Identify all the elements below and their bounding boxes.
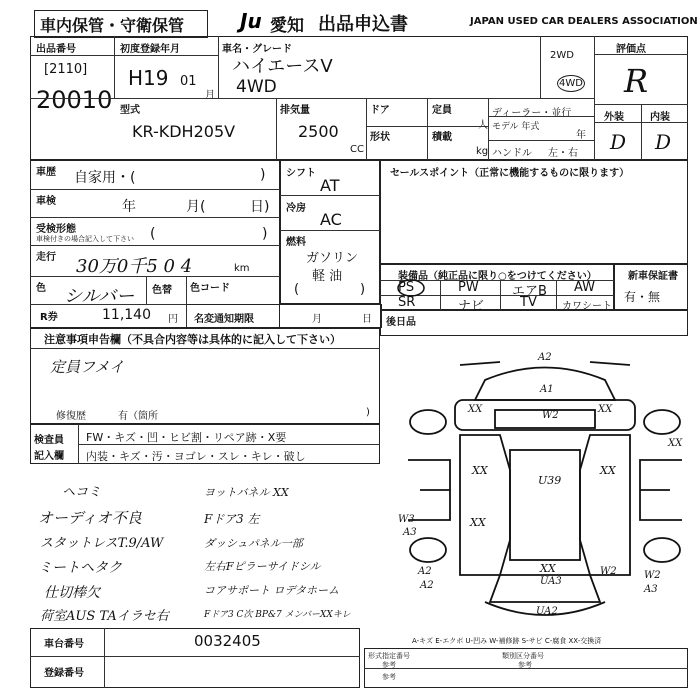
recycle-unit: 円	[168, 314, 178, 325]
fuel-option: 軽 油	[312, 269, 343, 284]
hw-note-4: ミートヘタク	[38, 560, 122, 576]
inspector-row2: 内装・キズ・汚・ヨゴレ・スレ・キレ・破し	[86, 450, 306, 463]
mark-w2-right: W2	[644, 570, 661, 581]
year-unit: 年	[576, 130, 586, 141]
receipt-paren: (	[150, 226, 156, 242]
receipt-close: )	[262, 226, 268, 242]
handle-value: 左・右	[548, 148, 578, 159]
mark-w3: W3	[398, 514, 415, 525]
sales-point-label: セールスポイント（正常に機能するものに限ります）	[390, 168, 630, 179]
hw-right-1: ヨットバネル XX	[204, 486, 289, 499]
mark-xx-6: XX	[540, 562, 556, 575]
repair-label: 修復歴	[56, 411, 86, 422]
color-value: シルバー	[64, 286, 135, 307]
fuel-value: ガソリン	[306, 251, 359, 266]
shift-value: AT	[320, 176, 340, 195]
recycle-value: 11,140	[102, 307, 151, 323]
dealer-label: ディーラー・並行	[492, 108, 572, 119]
car-name: ハイエースV	[232, 56, 333, 77]
model-year-label: モデル 年式	[492, 122, 540, 132]
warranty-value: 有・無	[624, 290, 661, 304]
equip-aw[interactable]: AW	[574, 280, 596, 295]
hw-note-3: スタットレスT.9/AW	[40, 536, 164, 551]
mark-a3-left: A3	[403, 527, 417, 538]
color-code-label: 色コード	[190, 283, 230, 294]
equip-sr[interactable]: SR	[398, 295, 416, 310]
footer-ref3: 参考	[382, 673, 396, 681]
inspection-label: 車検	[36, 196, 56, 207]
org-name: 愛知	[270, 16, 304, 36]
mark-xx-5: XX	[470, 516, 486, 529]
inspection-month: 月(	[186, 199, 206, 215]
load-unit: kg	[476, 146, 489, 157]
aircon-value: AC	[320, 210, 342, 229]
hw-right-6: Fドア3 C次 BP&7 メンバーXXキレ	[204, 610, 351, 620]
equip-navi[interactable]: ナビ	[458, 299, 485, 314]
mark-xx-right: XX	[668, 438, 683, 449]
mileage-label: 走行	[36, 252, 56, 263]
registration-month-unit: 月	[205, 90, 215, 101]
history-label: 車歴	[36, 167, 56, 178]
mark-xx-1: XX	[468, 404, 483, 415]
warranty-label: 新車保証書	[628, 271, 678, 282]
org-name-en: JAPAN USED CAR DEALERS ASSOCIATION	[470, 16, 698, 27]
mark-xx-2: XX	[598, 404, 613, 415]
inspection-day: 日)	[250, 199, 270, 215]
door-label: ドア	[370, 105, 390, 116]
exterior-score: D	[610, 130, 627, 154]
storage-title: 車内保管・守衛保管	[40, 16, 185, 35]
registration-year: H19	[128, 66, 169, 90]
mark-a2-left: A2	[418, 566, 432, 577]
model-value: KR-KDH205V	[132, 122, 236, 141]
mark-a2-bottom: A2	[420, 580, 434, 591]
repair-value: 有（箇所	[118, 411, 158, 422]
history-close: )	[260, 167, 266, 183]
handle-label: ハンドル	[492, 148, 532, 159]
transfer-day: 日	[362, 314, 372, 325]
rear-box	[380, 310, 688, 336]
exterior-label: 外装	[604, 112, 624, 123]
hw-right-5: コアサポート ロデタホーム	[204, 584, 339, 597]
lot-number: 20010	[36, 86, 113, 114]
fuel-paren-open: (	[294, 282, 300, 297]
drive-4wd: 4WD	[557, 75, 585, 92]
drive-2wd: 2WD	[550, 50, 574, 61]
mileage-value: 30万0千5 0 4	[76, 256, 193, 277]
inspector-label1: 検査員	[34, 435, 64, 446]
repaint-label: 色替	[152, 285, 172, 296]
displacement-label: 排気量	[280, 105, 310, 116]
interior-label: 内装	[650, 112, 670, 123]
equip-leather[interactable]: カワシート	[562, 301, 612, 312]
car-grade: 4WD	[236, 77, 277, 97]
interior-score: D	[655, 130, 672, 154]
form-title: 出品申込書	[318, 14, 408, 35]
inspector-label2: 記入欄	[34, 451, 64, 462]
equip-ps[interactable]: PS	[398, 280, 415, 295]
capacity-unit: 人	[478, 120, 488, 131]
car-label: 車名・グレード	[222, 44, 292, 55]
ju-logo: Ju	[240, 9, 262, 33]
repair-close: )	[366, 407, 370, 418]
hw-right-2: Fドア3 左	[204, 512, 260, 526]
mark-xx-3: XX	[472, 464, 488, 477]
fuel-label: 燃料	[286, 237, 306, 248]
lot-label: 出品番号	[36, 44, 76, 55]
receipt-note: 車検付きの場合記入して下さい	[36, 235, 134, 243]
footer-class-label: 類別区分番号	[502, 652, 544, 660]
plate-label: 登録番号	[44, 668, 84, 679]
mark-u39: U39	[538, 474, 562, 487]
mark-w2-b: W2	[600, 566, 617, 577]
recycle-label: R券	[40, 312, 58, 323]
hw-right-3: ダッシュパネル一部	[204, 537, 303, 550]
chassis-label: 車台番号	[44, 639, 84, 650]
footer-ref2: 参考	[518, 661, 532, 669]
transfer-month: 月	[312, 314, 322, 325]
capacity-label: 定員	[432, 105, 452, 116]
footer-shape-label: 形式指定番号	[368, 652, 410, 660]
rating-score: R	[624, 62, 649, 100]
mark-a3-right: A3	[644, 584, 658, 595]
load-label: 積載	[432, 132, 452, 143]
ps-circle	[396, 279, 426, 297]
notes-line1: 定員フメイ	[50, 358, 125, 376]
mark-a1: A1	[540, 384, 554, 395]
hw-note-6: 荷室AUS TAイラセ右	[40, 609, 169, 624]
equip-airbag[interactable]: エアB	[512, 284, 547, 299]
mark-w2: W2	[542, 410, 559, 421]
displacement-value: 2500	[298, 122, 339, 141]
color-label: 色	[36, 283, 46, 294]
inspection-year: 年	[122, 199, 136, 215]
aircon-label: 冷房	[286, 203, 306, 214]
equip-tv[interactable]: TV	[520, 295, 537, 310]
receipt-label: 受検形態	[36, 224, 76, 235]
model-label: 型式	[120, 105, 140, 116]
mileage-unit: km	[234, 263, 250, 274]
rating-label: 評価点	[616, 44, 646, 55]
lot-code: [2110]	[44, 62, 88, 77]
footer-ref1: 参考	[382, 661, 396, 669]
equip-pw[interactable]: PW	[458, 280, 479, 295]
registration-month: 01	[180, 74, 197, 89]
shift-label: シフト	[286, 168, 316, 179]
transfer-label: 名変通知期限	[194, 314, 254, 325]
registration-label: 初度登録年月	[120, 44, 180, 55]
inspector-row1: FW・キズ・凹・ヒビ割・リペア跡・X要	[86, 431, 287, 444]
fuel-paren-close: )	[360, 282, 366, 297]
mark-ua3: UA3	[540, 576, 562, 587]
history-value: 自家用・(	[74, 170, 136, 186]
shape-label: 形状	[370, 132, 390, 143]
hw-note-1: ヘコミ	[62, 485, 102, 500]
hw-note-2: オーディオ不良	[38, 509, 142, 527]
mark-xx-4: XX	[600, 464, 616, 477]
mark-a2-top: A2	[538, 352, 552, 363]
displacement-unit: CC	[350, 144, 364, 155]
hw-right-4: 左右Fピラーサイドシル	[204, 560, 321, 573]
mark-ua2: UA2	[536, 606, 558, 617]
rear-label: 後日品	[386, 317, 416, 328]
equipment-label: 装備品（純正品に限り○をつけてください）	[398, 271, 597, 282]
hw-note-5: 仕切棒欠	[44, 585, 100, 601]
notes-label: 注意事項申告欄（不具合内容等は具体的に記入して下さい）	[44, 333, 341, 346]
damage-legend: A-キズ E-エクボ U-凹み W-補修跡 S-サビ C-腐食 XX-交換済	[412, 637, 602, 645]
chassis-value: 0032405	[194, 632, 261, 650]
